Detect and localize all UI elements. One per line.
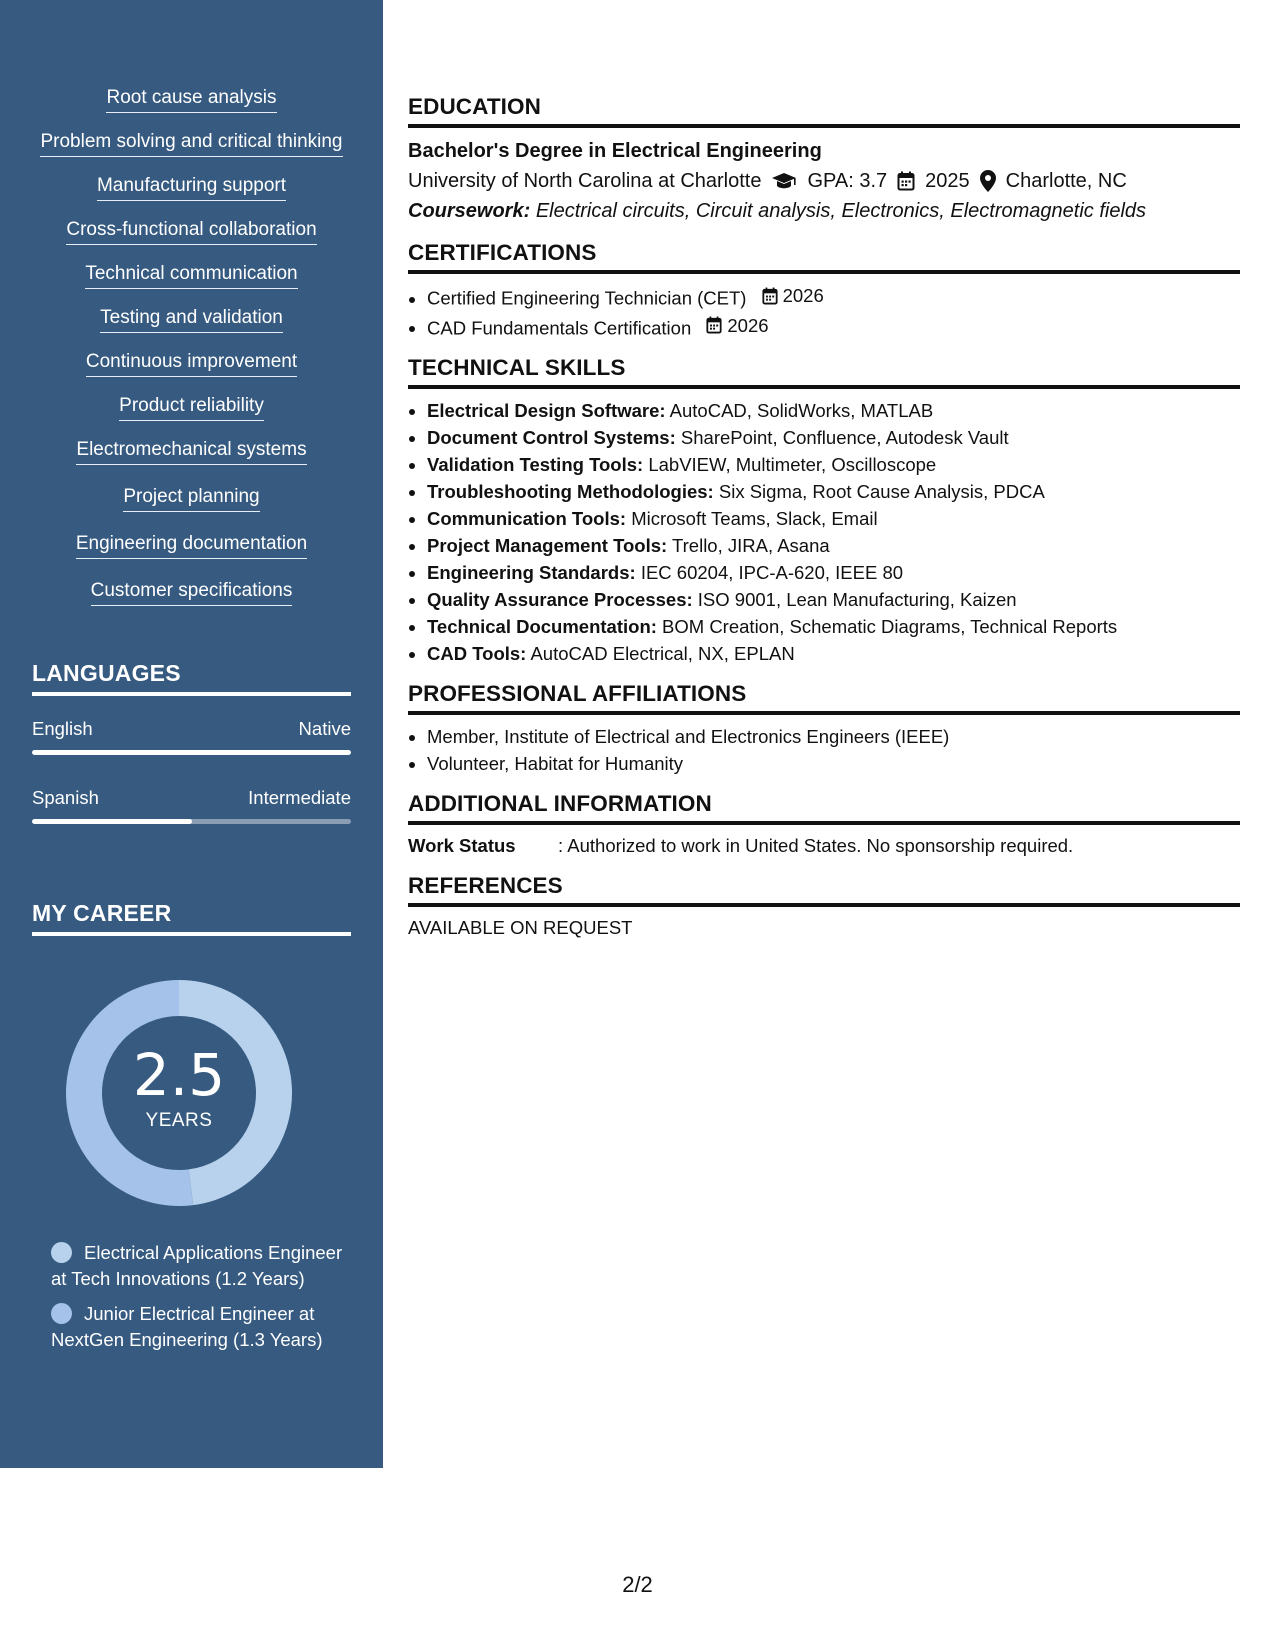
certification-name: Certified Engineering Technician (CET): [427, 287, 747, 309]
affiliation-item: • Volunteer, Habitat for Humanity: [427, 750, 1240, 777]
technical-skill-item: [427, 613, 1240, 640]
career-donut-chart: [66, 980, 292, 1206]
certification-item: [427, 282, 1240, 312]
skill-value: IEC 60204, IPC-A-620, IEEE 80: [640, 562, 904, 583]
technical-skills-section: [408, 355, 1240, 667]
coursework: [408, 196, 1240, 226]
skill-label: Document Control Systems:: [427, 427, 676, 448]
affiliations-section: [408, 681, 1240, 777]
certifications-list: [408, 282, 1240, 341]
coursework-text: Electrical circuits, Circuit analysis, Electronics, Electromagnetic fields: [535, 200, 1147, 222]
school-location: Charlotte, NC: [1005, 170, 1127, 192]
skill-label: Communication Tools:: [427, 508, 627, 529]
career-total-unit: YEARS: [145, 1110, 213, 1131]
technical-skill-item: [427, 586, 1240, 613]
language-row: [32, 718, 351, 740]
page-number: 2/2: [622, 1572, 653, 1597]
skills-list: [0, 86, 383, 626]
skill-tag: Customer specifications: [91, 579, 293, 606]
skill-label: Electrical Design Software:: [427, 400, 666, 421]
skill-tag: Technical communication: [85, 262, 297, 289]
career-item: [51, 1301, 351, 1353]
skill-tag: Electromechanical systems: [76, 438, 306, 465]
calendar-icon: [706, 316, 722, 334]
language-proficiency-bar: [32, 750, 351, 755]
references-text: AVAILABLE ON REQUEST: [408, 917, 633, 938]
skill-value: Trello, JIRA, Asana: [672, 535, 830, 556]
work-status-value: : Authorized to work in United States. No sponsorship required.: [558, 835, 1074, 856]
career-heading: MY CAREER: [32, 900, 351, 936]
language-row: [32, 787, 351, 809]
gpa: GPA: 3.7: [807, 170, 888, 192]
skill-tag: Project planning: [123, 485, 259, 512]
skill-tag: Testing and validation: [100, 306, 283, 333]
technical-skills-heading: TECHNICAL SKILLS: [408, 355, 1240, 389]
legend-dot-icon: [51, 1303, 72, 1324]
certifications-section: [408, 240, 1240, 341]
career-item: [51, 1240, 351, 1292]
skill-tag: Root cause analysis: [106, 86, 276, 113]
certification-year: [706, 312, 768, 339]
technical-skill-item: [427, 478, 1240, 505]
graduation-year: 2025: [925, 170, 970, 192]
affiliations-heading: PROFESSIONAL AFFILIATIONS: [408, 681, 1240, 715]
skill-value: Microsoft Teams, Slack, Email: [631, 508, 878, 529]
career-total-number: 2.5: [132, 1041, 226, 1109]
language-proficiency-fill: [32, 750, 351, 755]
technical-skill-item: [427, 451, 1240, 478]
career-total: [66, 980, 292, 1206]
certification-year-text: 2026: [727, 314, 769, 336]
affiliation-item: • Member, Institute of Electrical and Electronics Engineers (IEEE): [427, 723, 1240, 750]
language-level: Native: [298, 718, 351, 739]
skill-label: Engineering Standards:: [427, 562, 636, 583]
language-level: Intermediate: [248, 787, 351, 808]
skill-tag: Cross-functional collaboration: [66, 218, 316, 245]
education-details: [408, 166, 1240, 196]
education-section: [408, 94, 1240, 226]
skill-label: CAD Tools:: [427, 643, 527, 664]
technical-skill-item: [427, 505, 1240, 532]
languages-heading: LANGUAGES: [32, 660, 351, 696]
skill-value: SharePoint, Confluence, Autodesk Vault: [680, 427, 1009, 448]
language-proficiency-fill: [32, 819, 192, 824]
technical-skill-item: [427, 640, 1240, 667]
work-status-row: [408, 833, 1240, 859]
degree-title: Bachelor's Degree in Electrical Engineering: [408, 140, 822, 162]
certification-year: [762, 282, 824, 309]
career-list: [51, 1240, 351, 1362]
education-heading: EDUCATION: [408, 94, 1240, 128]
technical-skills-list: [408, 397, 1240, 667]
certifications-heading: CERTIFICATIONS: [408, 240, 1240, 274]
calendar-icon: [762, 287, 778, 305]
skill-label: Technical Documentation:: [427, 616, 657, 637]
skill-tag: Problem solving and critical thinking: [40, 130, 342, 157]
skill-value: Six Sigma, Root Cause Analysis, PDCA: [718, 481, 1045, 502]
calendar-icon: [897, 171, 915, 191]
certification-name: CAD Fundamentals Certification: [427, 317, 692, 338]
career-item-text: Junior Electrical Engineer at NextGen Engineering (1.3 Years): [51, 1303, 323, 1350]
references-section: [408, 873, 1240, 941]
main-content: [408, 94, 1240, 955]
work-status-label: Work Status: [408, 835, 516, 856]
skill-label: Project Management Tools:: [427, 535, 668, 556]
skill-tag: Continuous improvement: [86, 350, 297, 377]
school-name: University of North Carolina at Charlotte: [408, 170, 762, 192]
certification-item: [427, 312, 1240, 342]
affiliations-list: [408, 723, 1240, 777]
certification-year-text: 2026: [782, 285, 824, 306]
skill-tag: Product reliability: [119, 394, 264, 421]
technical-skill-item: [427, 397, 1240, 424]
skill-value: AutoCAD, SolidWorks, MATLAB: [669, 400, 934, 421]
skill-label: Quality Assurance Processes:: [427, 589, 693, 610]
additional-info-heading: ADDITIONAL INFORMATION: [408, 791, 1240, 825]
sidebar: [0, 0, 383, 1468]
skill-value: LabVIEW, Multimeter, Oscilloscope: [648, 454, 937, 475]
additional-info-section: [408, 791, 1240, 859]
legend-dot-icon: [51, 1242, 72, 1263]
graduation-cap-icon: [771, 171, 797, 191]
skill-value: BOM Creation, Schematic Diagrams, Technical Reports: [662, 616, 1118, 637]
references-heading: REFERENCES: [408, 873, 1240, 907]
language-proficiency-bar: [32, 819, 351, 824]
coursework-label: Coursework:: [408, 200, 531, 222]
technical-skill-item: [427, 532, 1240, 559]
skill-value: AutoCAD Electrical, NX, EPLAN: [530, 643, 795, 664]
language-name: Spanish: [32, 787, 99, 808]
career-item-text: Electrical Applications Engineer at Tech Innovations (1.2 Years): [51, 1242, 343, 1289]
technical-skill-item: [427, 424, 1240, 451]
skill-value: ISO 9001, Lean Manufacturing, Kaizen: [697, 589, 1017, 610]
skill-label: Validation Testing Tools:: [427, 454, 644, 475]
skill-label: Troubleshooting Methodologies:: [427, 481, 714, 502]
skill-tag: Manufacturing support: [97, 174, 286, 201]
language-name: English: [32, 718, 93, 739]
location-pin-icon: [980, 170, 996, 192]
skill-tag: Engineering documentation: [76, 532, 307, 559]
technical-skill-item: [427, 559, 1240, 586]
